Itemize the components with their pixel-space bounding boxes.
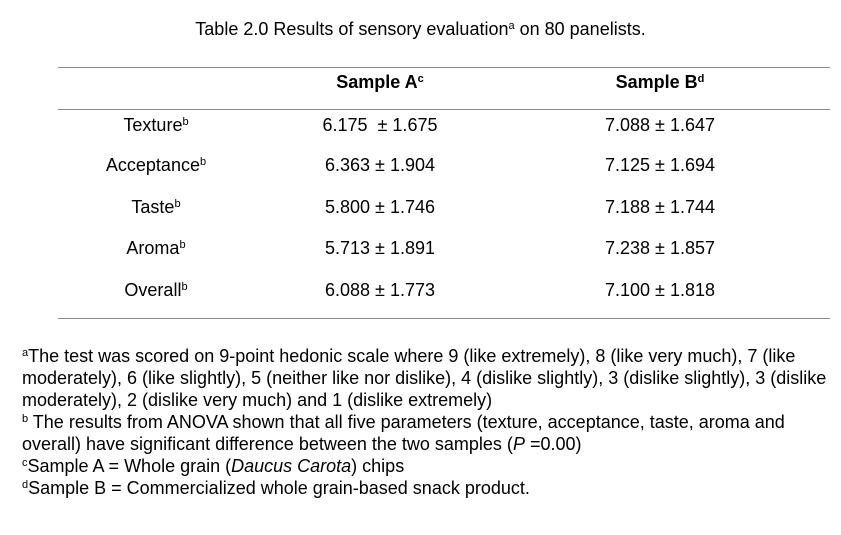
table-bottom-rule (58, 318, 830, 319)
column-header-sample-b-sup: d (697, 73, 705, 85)
row-label-sup: b (181, 281, 188, 293)
table-title-text: Table 2.0 Results of sensory evaluation (195, 19, 509, 39)
table-header-rule (58, 109, 830, 110)
table-title-sup: a (508, 20, 515, 32)
row-label-text: Aroma (126, 238, 180, 258)
footnote-b-marker: b (22, 413, 29, 425)
footnote-b-text: The results from ANOVA shown that all five parameters (texture, acceptance, taste, aroma and overall) have significant difference between the two samples ( (22, 412, 785, 454)
cell-sample-a: 6.088 ± 1.773 (325, 280, 435, 300)
cell-sample-a: 6.363 ± 1.904 (325, 155, 435, 175)
footnote-c-text-end: ) chips (351, 456, 405, 476)
footnote-b-italic: P (512, 434, 525, 454)
row-label (58, 236, 254, 260)
footnotes (22, 345, 837, 499)
cell-sample-b: 7.100 ± 1.818 (605, 280, 715, 300)
column-header-sample-a (250, 70, 510, 94)
column-header-sample-b (530, 70, 790, 94)
footnote-c-italic: Daucus Carota (231, 456, 352, 476)
row-label-text: Texture (123, 115, 183, 135)
row-label (58, 113, 254, 137)
row-label-sup: b (182, 116, 189, 128)
footnote-b (22, 411, 837, 455)
row-label (58, 278, 254, 302)
cell-sample-b: 7.188 ± 1.744 (605, 197, 715, 217)
row-label-sup: b (199, 156, 207, 168)
footnote-d-text: Sample B = Commercialized whole grain-based snack product. (28, 478, 530, 498)
footnote-a-text: The test was scored on 9-point hedonic scale where 9 (like extremely), 8 (like very much), 7 (like moderately), 6 (like slightly), 5 (neither like nor dislike), 4 (dislike slightly), 3 (dislike slightly), 3 (dislike moderately), 2 (dislike very much) and 1 (dislike extremely) (22, 346, 827, 410)
cell-sample-a: 5.800 ± 1.746 (325, 197, 435, 217)
row-label-sup: b (179, 239, 186, 251)
footnote-c-marker: c (22, 457, 28, 469)
column-header-sample-a-sup: c (417, 73, 424, 85)
footnote-c-text: Sample A = Whole grain ( (27, 456, 232, 476)
cell-sample-b: 7.088 ± 1.647 (605, 115, 715, 135)
row-label-text: Taste (131, 197, 175, 217)
column-header-sample-a-text: Sample A (336, 72, 418, 92)
footnote-d-marker: d (22, 479, 29, 491)
row-label (58, 195, 254, 219)
cell-sample-b: 7.238 ± 1.857 (605, 238, 715, 258)
row-label (58, 153, 254, 177)
table-top-rule (58, 67, 830, 68)
row-label-text: Overall (124, 280, 182, 300)
footnote-d (22, 477, 837, 499)
cell-sample-a: 6.175 ± 1.675 (322, 115, 438, 135)
footnote-a (22, 345, 837, 411)
row-label-sup: b (174, 198, 181, 210)
footnote-b-text-end: =0.00) (524, 434, 582, 454)
row-label-text: Acceptance (105, 155, 200, 175)
footnote-c (22, 455, 837, 477)
table-title (0, 17, 841, 41)
column-header-sample-b-text: Sample B (615, 72, 698, 92)
cell-sample-a: 5.713 ± 1.891 (325, 238, 435, 258)
footnote-a-marker: a (22, 347, 29, 359)
cell-sample-b: 7.125 ± 1.694 (605, 155, 715, 175)
table-title-text-end: on 80 panelists. (514, 19, 646, 39)
